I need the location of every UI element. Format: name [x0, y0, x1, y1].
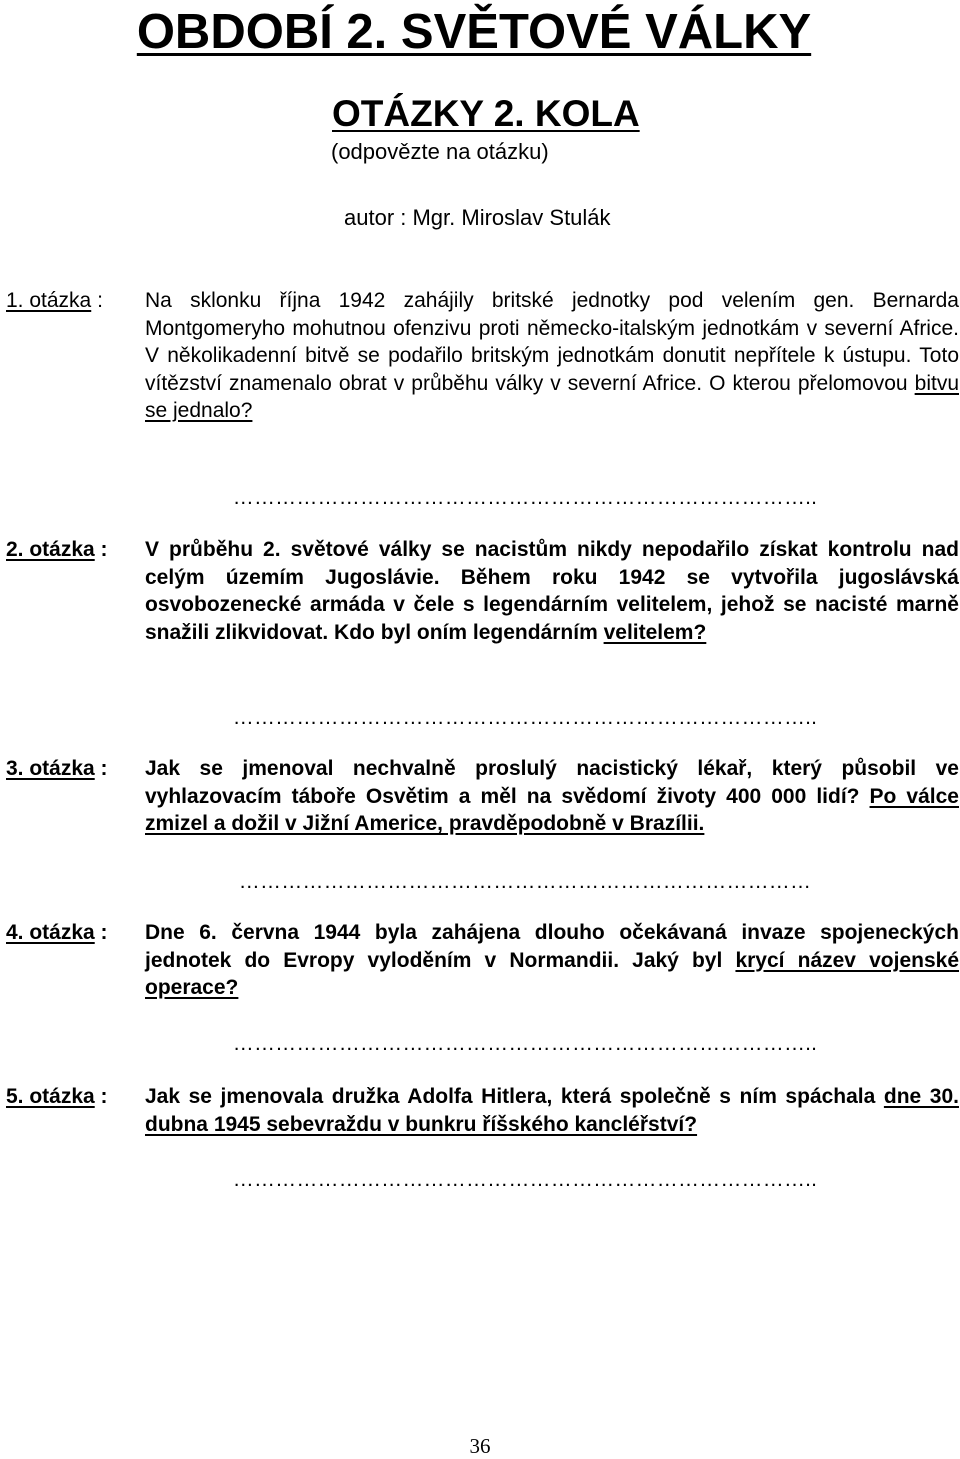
question-5-text: [145, 1083, 959, 1138]
page-subtitle: OTÁZKY 2. KOLA: [332, 93, 640, 134]
question-5-question: dne 30. dubna 1945 sebevraždu v bunkru říšského kancléřství?: [145, 1085, 959, 1136]
question-3-colon: :: [94, 757, 108, 780]
question-2-answer-line: ………………………………………………………………………..: [232, 706, 818, 729]
question-3-question: Po válce zmizel a dožil v Jižní Americe, pravděpodobně v Brazílii.: [145, 784, 959, 835]
page-number: 36: [469, 1434, 491, 1458]
question-5-label: [6, 1083, 108, 1110]
question-3-answer-line: ………………………………………………………………………: [238, 870, 812, 893]
question-4-label: [6, 919, 108, 946]
question-4-intro: Dne 6. června 1944 byla zahájena dlouho očekávaná invaze spojeneckých jednotek do Evropy vyloděním v Normandii. Jaký byl: [145, 921, 959, 972]
question-1-question: bitvu se jednalo?: [145, 371, 959, 422]
question-2-number: 2. otázka: [6, 538, 95, 561]
question-4-question: krycí název vojenské operace?: [145, 948, 959, 999]
question-3-text: [145, 755, 959, 838]
question-5-intro: Jak se jmenovala družka Adolfa Hitlera, která společně s ním spáchala: [145, 1085, 884, 1108]
question-5-colon: :: [94, 1085, 108, 1108]
question-1-answer-line: ………………………………………………………………………..: [232, 486, 818, 509]
question-5-answer-line: ………………………………………………………………………..: [232, 1168, 818, 1191]
author-line: autor : Mgr. Miroslav Stulák: [344, 205, 611, 230]
question-2-colon: :: [94, 538, 108, 561]
question-4-number: 4. otázka: [6, 921, 95, 944]
question-1-intro: Na sklonku října 1942 zahájily britské jednotky pod velením gen. Bernarda Montgomeryho mohutnou ofenzivu proti německo-italským jednotkám v severní Africe. V několikadenní bitvě se podařilo britským jednotkám donutit nepřítele k ústupu. Toto vítězství znamenalo obrat v průběhu války v severní Africe. O kterou přelomovou: [145, 289, 959, 395]
question-3-label: [6, 755, 108, 782]
question-2-question: velitelem?: [603, 620, 707, 644]
question-3-number: 3. otázka: [6, 757, 95, 780]
page-title: OBDOBÍ 2. SVĚTOVÉ VÁLKY: [136, 5, 812, 59]
instruction-text: (odpovězte na otázku): [331, 139, 549, 164]
question-3-intro: Jak se jmenoval nechvalně proslulý nacistický lékař, který působil ve vyhlazovacím táboře Osvětim a měl na svědomí životy 400 000 lidí?: [145, 757, 959, 808]
question-2-intro: V průběhu 2. světové války se nacistům nikdy nepodařilo získat kontrolu nad celým územím Jugoslávie. Během roku 1942 se vytvořila jugoslávská osvobozenecké armáda v čele s legendárním velitelem, jehož se nacisté marně snažili zlikvidovat. Kdo byl oním legendárním: [145, 538, 959, 644]
question-4-text: [145, 919, 959, 1002]
question-2-text: [145, 536, 959, 646]
question-1-text: [145, 287, 959, 425]
question-5-number: 5. otázka: [6, 1085, 95, 1108]
question-2-label: [6, 536, 108, 563]
question-1-number: 1. otázka: [6, 289, 92, 312]
question-1-label: [6, 287, 103, 314]
question-4-colon: :: [94, 921, 108, 944]
question-1-colon: :: [91, 289, 103, 312]
question-4-answer-line: ………………………………………………………………………..: [232, 1032, 818, 1055]
